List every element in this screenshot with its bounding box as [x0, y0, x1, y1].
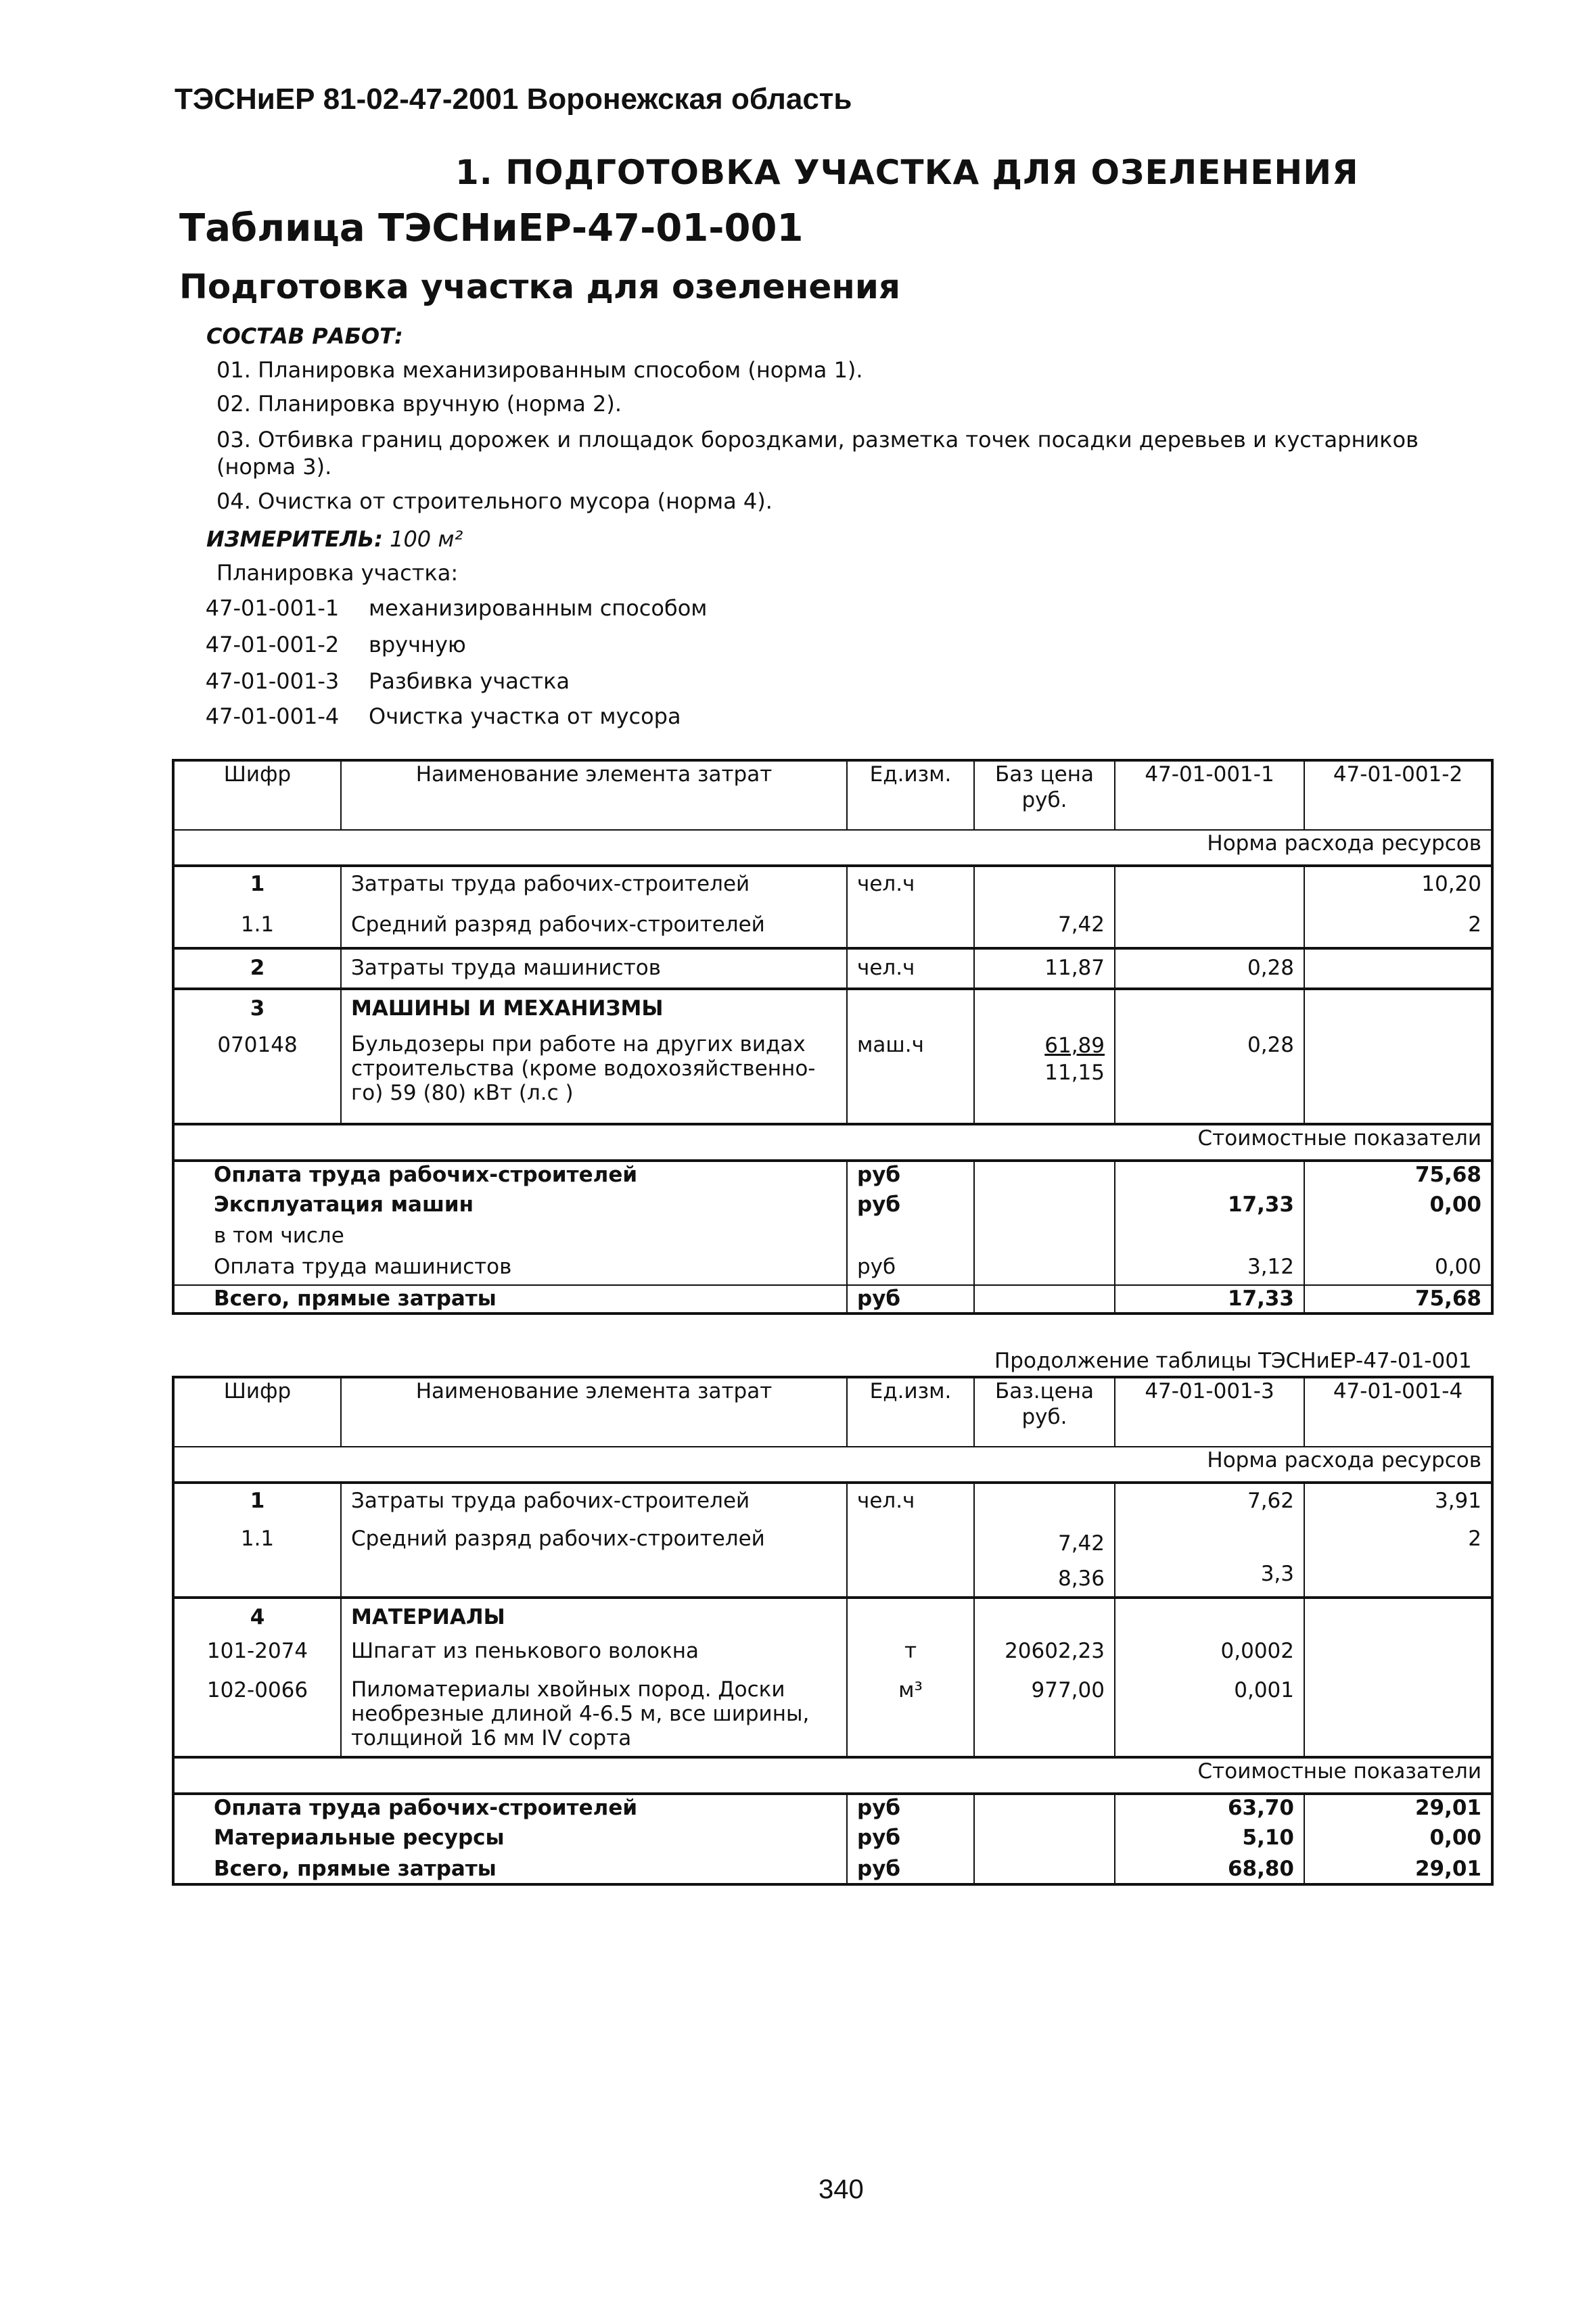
- table-row: [173, 1677, 1492, 1757]
- row-price: 977,00: [974, 1677, 1115, 1757]
- row-price-secondary: 11,15: [1044, 1061, 1105, 1085]
- norm-table-1: [172, 759, 1494, 1315]
- cost-unit: руб: [847, 1794, 974, 1825]
- table-row: [173, 866, 1492, 906]
- code-desc: Очистка участка от мусора: [369, 703, 681, 729]
- row-price: 20602,23: [974, 1638, 1115, 1677]
- header-norm-1: 47-01-001-1: [1115, 760, 1304, 830]
- cost-value-2: 0,00: [1304, 1192, 1492, 1223]
- code: 47-01-001-1: [205, 595, 340, 621]
- row-value-2: 2: [1304, 906, 1492, 948]
- row-price-main: 7,42: [1057, 1531, 1105, 1556]
- cost-band-row: [173, 1124, 1492, 1161]
- composition-heading: СОСТАВ РАБОТ:: [206, 323, 403, 349]
- row-name-line: толщиной 16 мм IV сорта: [351, 1726, 632, 1750]
- cost-name: Эксплуатация машин: [214, 1192, 474, 1217]
- row-value-1: 0,28: [1115, 948, 1304, 989]
- row-name: МАТЕРИАЛЫ: [341, 1598, 847, 1638]
- row-name: Средний разряд рабочих-строителей: [341, 906, 847, 948]
- row-unit: [847, 906, 974, 948]
- header-name: Наименование элемента затрат: [341, 760, 847, 830]
- cost-unit: руб: [847, 1856, 974, 1884]
- cost-value-1: 17,33: [1115, 1285, 1304, 1314]
- row-value-1: 7,62: [1115, 1483, 1304, 1522]
- row-name: МАШИНЫ И МЕХАНИЗМЫ: [341, 989, 847, 1032]
- measure-value: 100 м²: [390, 526, 463, 552]
- cost-unit: руб: [847, 1825, 974, 1856]
- cost-value-2: 0,00: [1304, 1254, 1492, 1285]
- page-number: 340: [819, 2175, 864, 2204]
- code-row: [176, 703, 681, 729]
- table-title: Таблица ТЭСНиЕР-47-01-001: [179, 206, 804, 250]
- planning-label: Планировка участка:: [216, 560, 459, 586]
- cost-value-1: 63,70: [1115, 1794, 1304, 1825]
- cost-row: [173, 1856, 1492, 1884]
- cost-row: [173, 1825, 1492, 1856]
- cost-row: [173, 1223, 1492, 1254]
- cost-unit: руб: [847, 1192, 974, 1223]
- row-code: 1.1: [240, 1527, 275, 1551]
- cost-band-label: Стоимостные показатели: [173, 1757, 1492, 1794]
- code-row: [176, 595, 707, 621]
- measure-line: [206, 526, 463, 552]
- row-value-1: 0,28: [1115, 1032, 1304, 1124]
- row-code: 102-0066: [206, 1678, 308, 1702]
- norm-band-label: Норма расхода ресурсов: [173, 830, 1492, 866]
- row-value-1: [1115, 906, 1304, 948]
- code-desc: Разбивка участка: [369, 668, 570, 694]
- cost-row: [173, 1192, 1492, 1223]
- table-header-row: [173, 760, 1492, 830]
- table-row: [173, 1638, 1492, 1677]
- norm-band-row: [173, 1447, 1492, 1483]
- row-price: 7,42: [974, 906, 1115, 948]
- row-code: 1: [173, 1483, 341, 1522]
- header-unit: Ед.изм.: [847, 760, 974, 830]
- document-header: ТЭСНиЕР 81-02-47-2001 Воронежская область: [175, 83, 852, 116]
- norm-band-row: [173, 830, 1492, 866]
- header-norm-2: 47-01-001-2: [1304, 760, 1492, 830]
- table-group-row: [173, 989, 1492, 1032]
- row-price-secondary: 8,36: [1057, 1566, 1105, 1591]
- cost-row: [173, 1285, 1492, 1314]
- cost-value-2: 75,68: [1304, 1161, 1492, 1192]
- row-name: Затраты труда рабочих-строителей: [341, 866, 847, 906]
- code: 47-01-001-2: [205, 632, 340, 657]
- cost-value-2: 75,68: [1304, 1285, 1492, 1314]
- cost-value-2: 0,00: [1304, 1825, 1492, 1856]
- row-name: Затраты труда рабочих-строителей: [341, 1483, 847, 1522]
- row-name: [341, 1677, 847, 1757]
- table-row: [173, 1483, 1492, 1522]
- row-name-line: Бульдозеры при работе на других видах: [351, 1032, 806, 1056]
- header-price: Баз.цена руб.: [974, 1377, 1115, 1447]
- cost-value-1: 68,80: [1115, 1856, 1304, 1884]
- row-price: 11,87: [974, 948, 1115, 989]
- cost-name: Оплата труда рабочих-строителей: [173, 1794, 847, 1825]
- table-header-row: [173, 1377, 1492, 1447]
- cost-value-1: [1115, 1161, 1304, 1192]
- header-price: Баз цена руб.: [974, 760, 1115, 830]
- row-value-2: 2: [1304, 1522, 1492, 1598]
- code: 47-01-001-4: [205, 703, 340, 729]
- header-name: Наименование элемента затрат: [341, 1377, 847, 1447]
- cost-value-2: 29,01: [1304, 1856, 1492, 1884]
- code-desc: вручную: [369, 632, 466, 657]
- composition-item: 03. Отбивка границ дорожек и площадок бороздками, разметка точек посадки деревьев и кустарников (норма 3).: [216, 427, 1419, 480]
- row-code: 2: [173, 948, 341, 989]
- row-value-2: [1304, 1638, 1492, 1677]
- table-subtitle: Подготовка участка для озеленения: [179, 267, 900, 306]
- table-row: [173, 1032, 1492, 1124]
- table-row: [173, 1522, 1492, 1598]
- cost-name: Оплата труда машинистов: [214, 1255, 512, 1279]
- row-name-line: го) 59 (80) кВт (л.с ): [351, 1081, 574, 1105]
- row-code: 1: [173, 866, 341, 906]
- continuation-note: Продолжение таблицы ТЭСНиЕР-47-01-001: [994, 1349, 1472, 1373]
- cost-value-2: [1304, 1223, 1492, 1254]
- cost-band-label: Стоимостные показатели: [173, 1124, 1492, 1161]
- row-name: Затраты труда машинистов: [341, 948, 847, 989]
- cost-name: Оплата труда рабочих-строителей: [173, 1161, 847, 1192]
- row-name-line: Пиломатериалы хвойных пород. Доски: [351, 1677, 785, 1702]
- row-name-line: необрезные длиной 4-6.5 м, все ширины,: [351, 1702, 810, 1726]
- row-value-1: 0,0002: [1115, 1638, 1304, 1677]
- cost-unit: руб: [847, 1254, 974, 1285]
- composition-item: 04. Очистка от строительного мусора (норма 4).: [216, 488, 773, 514]
- cost-unit: руб: [847, 1285, 974, 1314]
- row-price: [974, 1522, 1115, 1598]
- row-value-1: [1115, 866, 1304, 906]
- row-unit: чел.ч: [847, 1483, 974, 1522]
- row-value-1: 3,3: [1115, 1522, 1304, 1598]
- row-unit: [847, 1522, 974, 1598]
- code-desc: механизированным способом: [369, 595, 708, 621]
- row-price: [974, 1032, 1115, 1124]
- cost-name: Материальные ресурсы: [214, 1826, 505, 1850]
- cost-row: [173, 1161, 1492, 1192]
- row-value-2: 10,20: [1304, 866, 1492, 906]
- header-unit: Ед.изм.: [847, 1377, 974, 1447]
- composition-item: 01. Планировка механизированным способом (норма 1).: [216, 357, 863, 383]
- row-value-2: 3,91: [1304, 1483, 1492, 1522]
- cost-band-row: [173, 1757, 1492, 1794]
- table-row: [173, 948, 1492, 989]
- table-row: [173, 906, 1492, 948]
- section-title: 1. ПОДГОТОВКА УЧАСТКА ДЛЯ ОЗЕЛЕНЕНИЯ: [455, 153, 1359, 192]
- row-value-1: 0,001: [1115, 1677, 1304, 1757]
- row-price: [974, 1483, 1115, 1522]
- cost-name: Всего, прямые затраты: [214, 1857, 497, 1881]
- row-value-2: [1304, 948, 1492, 989]
- row-name: Средний разряд рабочих-строителей: [341, 1522, 847, 1598]
- header-code: Шифр: [173, 760, 341, 830]
- row-code: 3: [173, 989, 341, 1032]
- header-norm-3: 47-01-001-3: [1115, 1377, 1304, 1447]
- cost-unit: [847, 1223, 974, 1254]
- row-unit: чел.ч: [847, 948, 974, 989]
- row-name: [341, 1032, 847, 1124]
- row-unit: т: [847, 1638, 974, 1677]
- row-unit: чел.ч: [847, 866, 974, 906]
- cost-row: [173, 1254, 1492, 1285]
- row-unit: маш.ч: [847, 1032, 974, 1124]
- cost-name: Всего, прямые затраты: [173, 1285, 847, 1314]
- cost-value-2: 29,01: [1304, 1794, 1492, 1825]
- row-price: [974, 866, 1115, 906]
- code-row: [176, 668, 570, 694]
- row-code: 070148: [217, 1033, 298, 1057]
- code: 47-01-001-3: [205, 668, 340, 694]
- row-name-line: строительства (кроме водохозяйственно-: [351, 1056, 816, 1081]
- cost-value-1: [1115, 1223, 1304, 1254]
- row-code: 101-2074: [206, 1639, 308, 1663]
- norm-band-label: Норма расхода ресурсов: [173, 1447, 1492, 1483]
- row-value-2: [1304, 1032, 1492, 1124]
- cost-value-1: 5,10: [1115, 1825, 1304, 1856]
- cost-value-1: 17,33: [1115, 1192, 1304, 1223]
- row-code: 1.1: [240, 912, 275, 937]
- cost-row: [173, 1794, 1492, 1825]
- measure-label: ИЗМЕРИТЕЛЬ:: [206, 526, 383, 552]
- row-value-2: [1304, 1677, 1492, 1757]
- code-row: [176, 632, 466, 657]
- cost-name: в том числе: [214, 1224, 344, 1248]
- header-norm-4: 47-01-001-4: [1304, 1377, 1492, 1447]
- cost-value-1: 3,12: [1115, 1254, 1304, 1285]
- row-unit: м³: [847, 1677, 974, 1757]
- norm-table-2: [172, 1376, 1494, 1886]
- row-name: Шпагат из пенькового волокна: [341, 1638, 847, 1677]
- row-code: 4: [173, 1598, 341, 1638]
- header-code: Шифр: [173, 1377, 341, 1447]
- table-group-row: [173, 1598, 1492, 1638]
- row-price-main: 61,89: [1044, 1033, 1105, 1058]
- composition-item: 02. Планировка вручную (норма 2).: [216, 391, 622, 417]
- cost-unit: руб: [847, 1161, 974, 1192]
